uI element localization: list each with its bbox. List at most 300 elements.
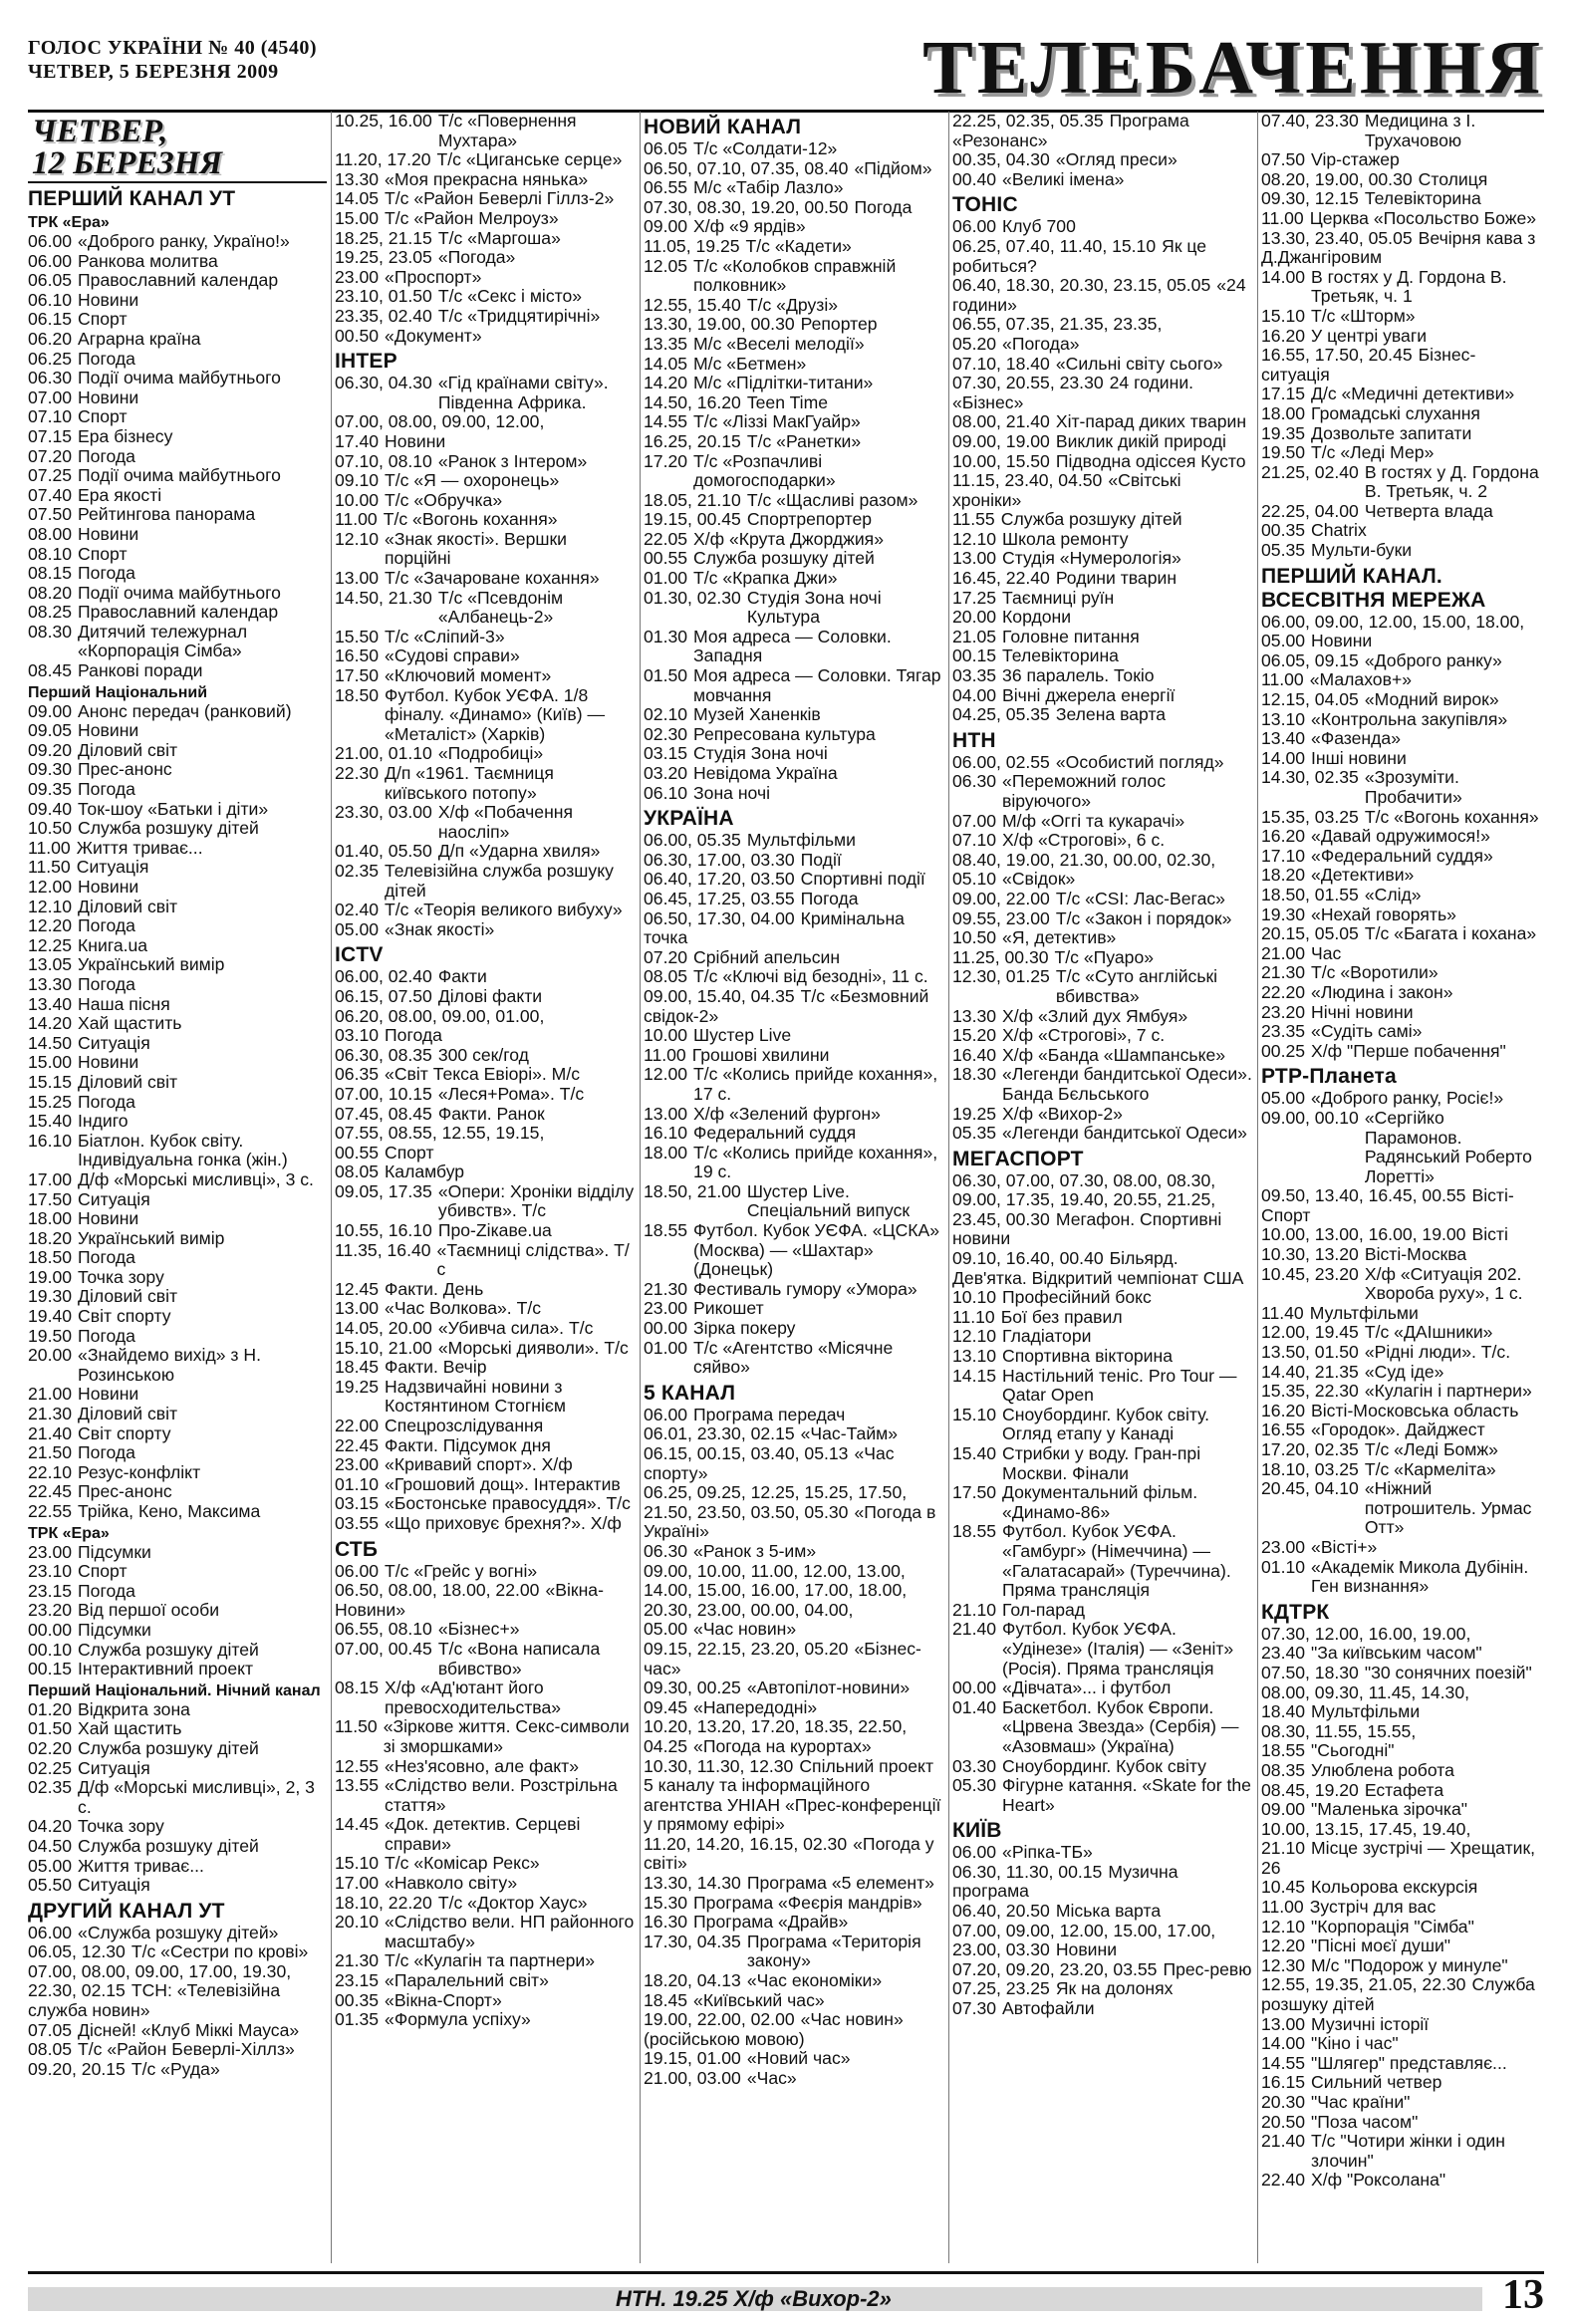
program-item [644, 1124, 944, 1144]
program-time: 12.05 [644, 255, 688, 276]
program-title: Вісті [1471, 1224, 1508, 1245]
program-title: "За київським часом" [1311, 1643, 1482, 1664]
program-item [644, 1280, 944, 1300]
program-item [335, 1299, 636, 1319]
channel-heading: ICTV [335, 943, 384, 967]
program-time: 13.30, 23.40, 05.05 [1261, 227, 1413, 248]
program-time: 11.00 [1261, 669, 1304, 690]
column-1-listing [28, 187, 327, 2079]
program-time: 07.45, 08.45 [335, 1103, 432, 1124]
program-item [644, 705, 944, 725]
program-time: 15.00 [28, 1052, 73, 1073]
program-time: 20.45, 04.10 [1261, 1478, 1359, 1499]
program-time: 06.35 [335, 1064, 380, 1085]
program-item [1261, 1225, 1544, 1245]
program-time: 18.50 [335, 684, 380, 705]
program-time: 12.30 [1261, 1954, 1306, 1975]
program-item [28, 1857, 327, 1877]
program-title: Т/с «Щасливі разом» [746, 489, 918, 510]
program-item [952, 315, 1253, 354]
program-item [1261, 886, 1544, 905]
program-title: «Док. детектив. Серцеві справи» [385, 1814, 581, 1854]
program-title: Спортивні події [800, 869, 925, 890]
program-time: 23.35 [1261, 1021, 1306, 1042]
program-title: Більярд. Дев'ятка. Відкритий чемпіонат США [952, 1248, 1244, 1288]
program-title: «Нехай говорять» [1311, 904, 1456, 924]
program-item [335, 1562, 636, 1582]
program-title: Зірка покеру [693, 1318, 796, 1339]
program-title: «Бостонське правосуддя». Т/с [385, 1493, 631, 1514]
program-title: Прес-ревю [1163, 1958, 1252, 1979]
program-title: 36 паралель. Токіо [1002, 665, 1155, 686]
program-title: М/с «Табір Лазло» [693, 177, 844, 198]
program-time: 15.35, 22.30 [1261, 1381, 1359, 1402]
program-time: 08.15 [28, 563, 73, 584]
program-time: 07.50 [1261, 149, 1306, 170]
program-time: 18.55 [644, 1220, 688, 1241]
program-item [644, 967, 944, 987]
program-item [28, 1405, 327, 1424]
program-time: 19.30 [1261, 904, 1306, 924]
program-time: 07.00, 10.15 [335, 1083, 432, 1104]
program-item [1261, 1089, 1544, 1109]
program-title: Естафета [1364, 1779, 1444, 1800]
program-title: Т/с «CSI: Лас-Вегас» [1055, 888, 1225, 908]
program-item [335, 1046, 636, 1066]
program-time: 06.05 [644, 138, 688, 158]
program-title: "30 сонячних поезій" [1364, 1662, 1532, 1682]
program-time: 23.20 [28, 1600, 73, 1621]
program-time: 18.55 [952, 1521, 997, 1542]
program-item [644, 1542, 944, 1562]
program-title: Хіт-парад диких тварин [1055, 411, 1247, 432]
program-time: 03.30 [952, 1755, 997, 1776]
program-time: 10.50 [28, 818, 73, 839]
program-item [1261, 229, 1544, 268]
program-time: 18.50 [28, 1247, 73, 1268]
program-item [644, 355, 944, 375]
program-title: Православний календар [78, 270, 279, 291]
program-title: Погода [78, 1442, 135, 1463]
program-title: Біатлон. Кубок світу. Індивідуальна гонка (жін.) [78, 1130, 288, 1170]
program-item [1261, 1800, 1544, 1820]
program-time: 17.10 [1261, 845, 1306, 866]
program-title: «Світські хроніки» [952, 470, 1181, 510]
channel-heading: НТН [952, 728, 996, 752]
program-title: Новини [385, 430, 446, 451]
program-item [952, 1757, 1253, 1777]
program-title: Ранкова молитва [78, 250, 218, 271]
program-title: "Корпорація "Сімба" [1311, 1916, 1474, 1937]
program-title: Резус-конфлікт [78, 1461, 201, 1482]
program-title: Х/ф «9 ярдів» [693, 216, 806, 237]
program-time: 08.05 [28, 2039, 73, 2060]
program-time: 11.00 [1261, 1897, 1304, 1918]
column-5-listing [1261, 112, 1544, 2191]
program-title: «Вікна-Спорт» [385, 1989, 502, 2010]
program-title: Баскетбол. Кубок Європи. «Црвена Звезда» (Сербія) — «Азовмаш» (Україна) [1002, 1696, 1239, 1756]
program-time: 06.15, 07.50 [335, 985, 432, 1006]
program-title: Т/с «Комісар Рекс» [385, 1853, 540, 1874]
program-item [952, 705, 1253, 725]
program-title: Міська варта [1055, 1901, 1162, 1922]
channel-subheading: ТРК «Ера» [28, 214, 110, 231]
program-item [644, 412, 944, 432]
program-title: "Пісні моєї души" [1311, 1936, 1451, 1956]
program-title: М/с "Подорож у минуле" [1311, 1954, 1508, 1975]
program-title: Д/с «Медичні детективи» [1311, 384, 1515, 404]
program-time: 01.10 [1261, 1556, 1306, 1577]
program-title: «Знайдемо вихід» з Н. Розинською [78, 1345, 261, 1385]
program-title: Т/с «Колобков справжній полковник» [693, 255, 897, 296]
program-time: 12.10 [1261, 1916, 1306, 1937]
program-item [644, 1640, 944, 1678]
program-item [644, 1046, 944, 1066]
program-title: «Федеральний суддя» [1311, 845, 1493, 866]
program-item [335, 646, 636, 666]
program-time: 14.45 [335, 1814, 380, 1835]
program-time: 07.15 [28, 425, 73, 446]
program-title: Т/с «Грейс у вогні» [385, 1560, 538, 1581]
program-title: Ера бізнесу [78, 425, 173, 446]
program-time: 00.00 [644, 1318, 688, 1339]
program-title: «Автопілот-новини» [746, 1678, 911, 1698]
program-title: Т/с "Чотири жінки і один злочин" [1311, 2131, 1505, 2171]
program-time: 05.35 [952, 1123, 997, 1144]
masthead [28, 28, 1544, 110]
program-title: «Час новин» [693, 1619, 797, 1640]
program-title: Діловий світ [78, 739, 178, 760]
program-title: Музична програма [952, 1861, 1178, 1902]
program-item [1261, 905, 1544, 925]
program-title: Teen Time [746, 391, 829, 412]
program-item [1261, 1538, 1544, 1558]
program-title: Т/с «Район Беверлі Гіллз-2» [385, 188, 615, 209]
program-item [952, 1843, 1253, 1863]
program-item [335, 862, 636, 901]
program-time: 01.30 [644, 626, 688, 646]
program-time: 12.30, 01.25 [952, 966, 1050, 987]
program-item [1261, 827, 1544, 847]
program-title: Зона ночі [693, 782, 771, 803]
program-time: 09.30, 00.25 [644, 1678, 741, 1698]
program-time: 21.40 [952, 1619, 997, 1640]
program-item [952, 948, 1253, 968]
program-time: 23.00 [644, 1298, 688, 1319]
program-item [28, 2060, 327, 2080]
program-time: 10.45 [1261, 1877, 1306, 1898]
program-time: 06.50, 17.30, 04.00 [644, 907, 795, 928]
program-item [952, 646, 1253, 666]
program-time: 00.35 [1261, 520, 1306, 541]
program-title: Спортрепортер [746, 509, 873, 530]
program-title: «Служба розшуку дітей» [78, 1922, 279, 1942]
program-item [1261, 1323, 1544, 1343]
program-title: Т/с «Закон і порядок» [1055, 907, 1232, 928]
program-time: 14.05, 20.00 [335, 1318, 432, 1339]
program-title: «Погода» [1002, 333, 1080, 354]
tv-listings [28, 112, 1544, 2263]
program-title: Діловий світ [78, 896, 178, 916]
program-item [644, 784, 944, 804]
program-title: Таємниці руїн [1002, 587, 1115, 608]
program-time: 07.20 [28, 445, 73, 466]
program-title: «Ключовий момент» [385, 665, 552, 686]
program-item [28, 858, 327, 878]
program-item [335, 1124, 636, 1162]
program-time: 14.15 [952, 1365, 997, 1386]
program-time: 12.10 [952, 1326, 997, 1347]
program-time: 14.55 [644, 411, 688, 432]
program-item [952, 432, 1253, 452]
program-item [952, 355, 1253, 375]
program-title: Д/п «1961. Таємниця київського потопу» [385, 763, 554, 803]
program-time: 15.25 [28, 1091, 73, 1112]
program-item [644, 666, 944, 705]
program-item [644, 1698, 944, 1718]
program-title: "Поза часом" [1311, 2111, 1419, 2132]
program-time: 19.00 [28, 1266, 73, 1287]
program-item [28, 564, 327, 584]
program-item [335, 1640, 636, 1678]
program-title: «Академік Микола Дубінін. Ген визнання» [1311, 1556, 1529, 1597]
program-time: 03.15 [335, 1493, 380, 1514]
program-item [952, 1367, 1253, 1406]
program-time: 07.40, 23.30 [1261, 112, 1359, 130]
program-time: 21.50 [28, 1442, 73, 1463]
program-item [335, 1358, 636, 1378]
program-item [1261, 2054, 1544, 2074]
program-time: 06.55 [644, 177, 688, 198]
program-title: «Моя прекрасна нянька» [385, 168, 589, 189]
program-item [952, 851, 1253, 890]
channel-heading: ІНТЕР [335, 350, 397, 374]
program-item [28, 1759, 327, 1779]
program-title: Погода [78, 915, 135, 936]
program-title: Т/с «Кулагін та партнери» [385, 1950, 595, 1971]
program-title: Ситуація [76, 857, 149, 878]
program-title: «Вікна-Новини» [335, 1580, 604, 1620]
program-title: Спільний проект 5 каналу та інформаційного агентства УНІАН «Прес-конференції у прямому ефірі» [644, 1755, 941, 1835]
program-time: 19.15, 01.00 [644, 2048, 741, 2069]
program-item [1261, 1363, 1544, 1383]
program-item [644, 257, 944, 296]
program-title: М/ф «Оггі та кукарачі» [1002, 810, 1185, 831]
column-2 [335, 112, 636, 2263]
program-time: 13.55 [335, 1775, 380, 1796]
program-time: 19.15, 00.45 [644, 509, 741, 530]
program-time: 06.00, 02.40 [335, 966, 432, 987]
program-item [28, 741, 327, 761]
program-title: Х/ф «Банда «Шампанське» [1002, 1044, 1226, 1065]
program-time: 14.50, 16.20 [644, 391, 741, 412]
program-title: Х/ф «Вихор-2» [1002, 1103, 1123, 1124]
program-item [28, 800, 327, 820]
program-time: 16.10 [28, 1130, 73, 1151]
program-time: 06.01, 23.30, 02.15 [644, 1423, 795, 1444]
program-item [1261, 1003, 1544, 1023]
program-time: 09.35 [28, 779, 73, 800]
program-time: 19.25, 23.05 [335, 247, 432, 268]
program-item [28, 839, 327, 859]
program-time: 01.00 [644, 568, 688, 589]
program-time: 09.30 [28, 759, 73, 780]
program-time: 07.30 [952, 1998, 997, 2019]
program-item [335, 150, 636, 170]
column-2-listing [335, 112, 636, 2030]
program-title: Підводна одіссея Кусто [1055, 450, 1246, 471]
program-time: 02.40 [335, 900, 380, 920]
program-time: 08.30, 11.55, 15.55, 18.55 [1261, 1720, 1417, 1761]
program-time: 20.00 [952, 607, 997, 628]
program-time: 04.25, 05.35 [952, 704, 1050, 725]
program-item [644, 159, 944, 179]
program-title: «Легенди бандитської Одеси». Банда Бєльського [1002, 1064, 1252, 1104]
program-time: 16.30 [644, 1912, 688, 1933]
program-item [952, 1249, 1253, 1288]
program-item [28, 1660, 327, 1679]
program-title: Х/ф "Перше побачення" [1311, 1040, 1506, 1061]
program-item [952, 170, 1253, 190]
program-item [644, 569, 944, 589]
program-title: «Я, детектив» [1002, 927, 1117, 948]
program-item [644, 315, 944, 335]
program-item [28, 1248, 327, 1268]
program-time: 09.50, 13.40, 16.45, 00.55 [1261, 1185, 1466, 1206]
program-time: 06.00 [335, 1560, 380, 1581]
program-item [644, 1874, 944, 1894]
program-item [644, 530, 944, 550]
program-time: 13.00 [644, 1103, 688, 1124]
program-title: «Доброго ранку, Україно!» [78, 231, 290, 251]
program-item [644, 1105, 944, 1125]
program-title: Зустріч для вас [1309, 1897, 1437, 1918]
program-title: «24 години» [952, 275, 1246, 315]
program-title: Служба розшуку дітей [78, 1737, 259, 1758]
program-time: 09.55, 23.00 [952, 907, 1050, 928]
program-title: ТСН: «Телевізійна служба новин» [28, 1980, 281, 2021]
program-title: «Ранок з 5-им» [693, 1540, 817, 1561]
program-time: 10.25, 16.00 [335, 112, 432, 130]
program-time: 12.25 [28, 934, 73, 955]
program-title: Програма передач [693, 1404, 846, 1424]
program-item [1261, 2093, 1544, 2113]
channel-heading: 5 КАНАЛ [644, 1381, 736, 1405]
program-item [1261, 1878, 1544, 1898]
program-time: 19.00, 22.00, 02.00 [644, 2009, 795, 2030]
program-item [644, 1406, 944, 1425]
program-item [1261, 1722, 1544, 1761]
program-title: Т/с «Сліпий-3» [385, 626, 505, 646]
column-divider [948, 112, 949, 2263]
program-title: Т/с «Солдати-12» [693, 138, 838, 158]
program-title: «Судіть самі» [1311, 1021, 1423, 1042]
program-item [1261, 1956, 1544, 1976]
program-item [644, 510, 944, 530]
program-item [28, 1443, 327, 1463]
program-time: 13.30, 19.00, 00.30 [644, 314, 795, 335]
program-title: Футбол. Кубок УЄФА. «Удінезе» (Італія) — «Зеніт» (Росія). Пряма трансляція [1002, 1619, 1234, 1678]
program-time: 11.05, 19.25 [644, 235, 740, 256]
program-title: Рикошет [693, 1298, 764, 1319]
program-time: 18.45 [644, 1989, 688, 2010]
program-time: 10.00 [644, 1025, 688, 1046]
program-title: Гладіатори [1002, 1326, 1092, 1347]
program-title: Точка зору [78, 1816, 164, 1837]
program-title: Д/п «Ударна хвиля» [437, 841, 601, 862]
program-time: 11.35, 16.40 [335, 1239, 431, 1260]
program-item [1261, 112, 1544, 150]
program-time: 01.40, 05.50 [335, 841, 432, 862]
program-item [28, 661, 327, 681]
channel-subheading: ТРК «Ера» [28, 1524, 110, 1542]
program-time: 00.35, 04.30 [952, 149, 1050, 170]
program-item [335, 1455, 636, 1475]
program-item [335, 764, 636, 803]
program-time: 02.25 [28, 1757, 73, 1778]
program-title: Четверта влада [1364, 500, 1493, 521]
program-item [28, 1739, 327, 1759]
program-item [335, 287, 636, 307]
program-title: Фестиваль гумору «Умора» [693, 1278, 917, 1299]
program-item [952, 276, 1253, 315]
program-title: Т/с «Обручка» [385, 489, 503, 510]
program-time: 17.20 [644, 450, 688, 471]
program-time: 08.05 [335, 1162, 380, 1182]
channel-heading: ТОНІС [952, 193, 1018, 217]
program-title: Погода [78, 1325, 135, 1346]
program-title: Т/с «Шторм» [1311, 305, 1416, 326]
program-item [1261, 1440, 1544, 1460]
program-time: 13.40 [28, 993, 73, 1014]
program-title: Аграрна країна [78, 328, 201, 349]
program-item [28, 702, 327, 722]
program-title: Футбол. Кубок УЄФА. «ЦСКА» (Москва) — «Шахтар» (Донецьк) [693, 1220, 940, 1280]
program-time: 09.00 [644, 216, 688, 237]
program-time: 09.30, 12.15 [1261, 188, 1359, 209]
program-item [952, 589, 1253, 609]
program-title: «Убивча сила». Т/с [437, 1318, 594, 1339]
program-time: 06.00, 05.35 [644, 830, 741, 851]
program-item [952, 1522, 1253, 1600]
program-title: «Підйом» [854, 157, 932, 178]
program-title: Дісней! «Клуб Міккі Мауса» [78, 2019, 300, 2040]
program-title: Кольорова екскурсія [1311, 1877, 1478, 1898]
program-item [28, 505, 327, 525]
program-time: 17.20, 02.35 [1261, 1439, 1359, 1459]
program-title: «Ранок з Інтером» [437, 450, 588, 471]
program-item [28, 1502, 327, 1522]
program-item [335, 1182, 636, 1221]
program-item [644, 217, 944, 237]
program-time: 02.35 [28, 1777, 73, 1798]
program-time: 17.30, 04.35 [644, 1931, 741, 1951]
program-item [335, 1854, 636, 1874]
program-title: «Судові справи» [385, 646, 520, 666]
program-time: 13.30 [952, 1005, 997, 1026]
program-title: Спорт [78, 543, 128, 564]
program-title: Точка зору [78, 1266, 164, 1287]
program-time: 22.25, 04.00 [1261, 500, 1359, 521]
program-item [335, 1514, 636, 1534]
program-time: 06.10 [644, 782, 688, 803]
program-item [28, 291, 327, 311]
program-item [28, 1424, 327, 1444]
program-title: В гостях у Д. Гордона В. Третьяк, ч. 2 [1364, 461, 1539, 502]
program-item [28, 407, 327, 427]
channel-subheading: Перший Національний. Нічний канал [28, 1681, 321, 1699]
program-time: 03.20 [644, 763, 688, 783]
